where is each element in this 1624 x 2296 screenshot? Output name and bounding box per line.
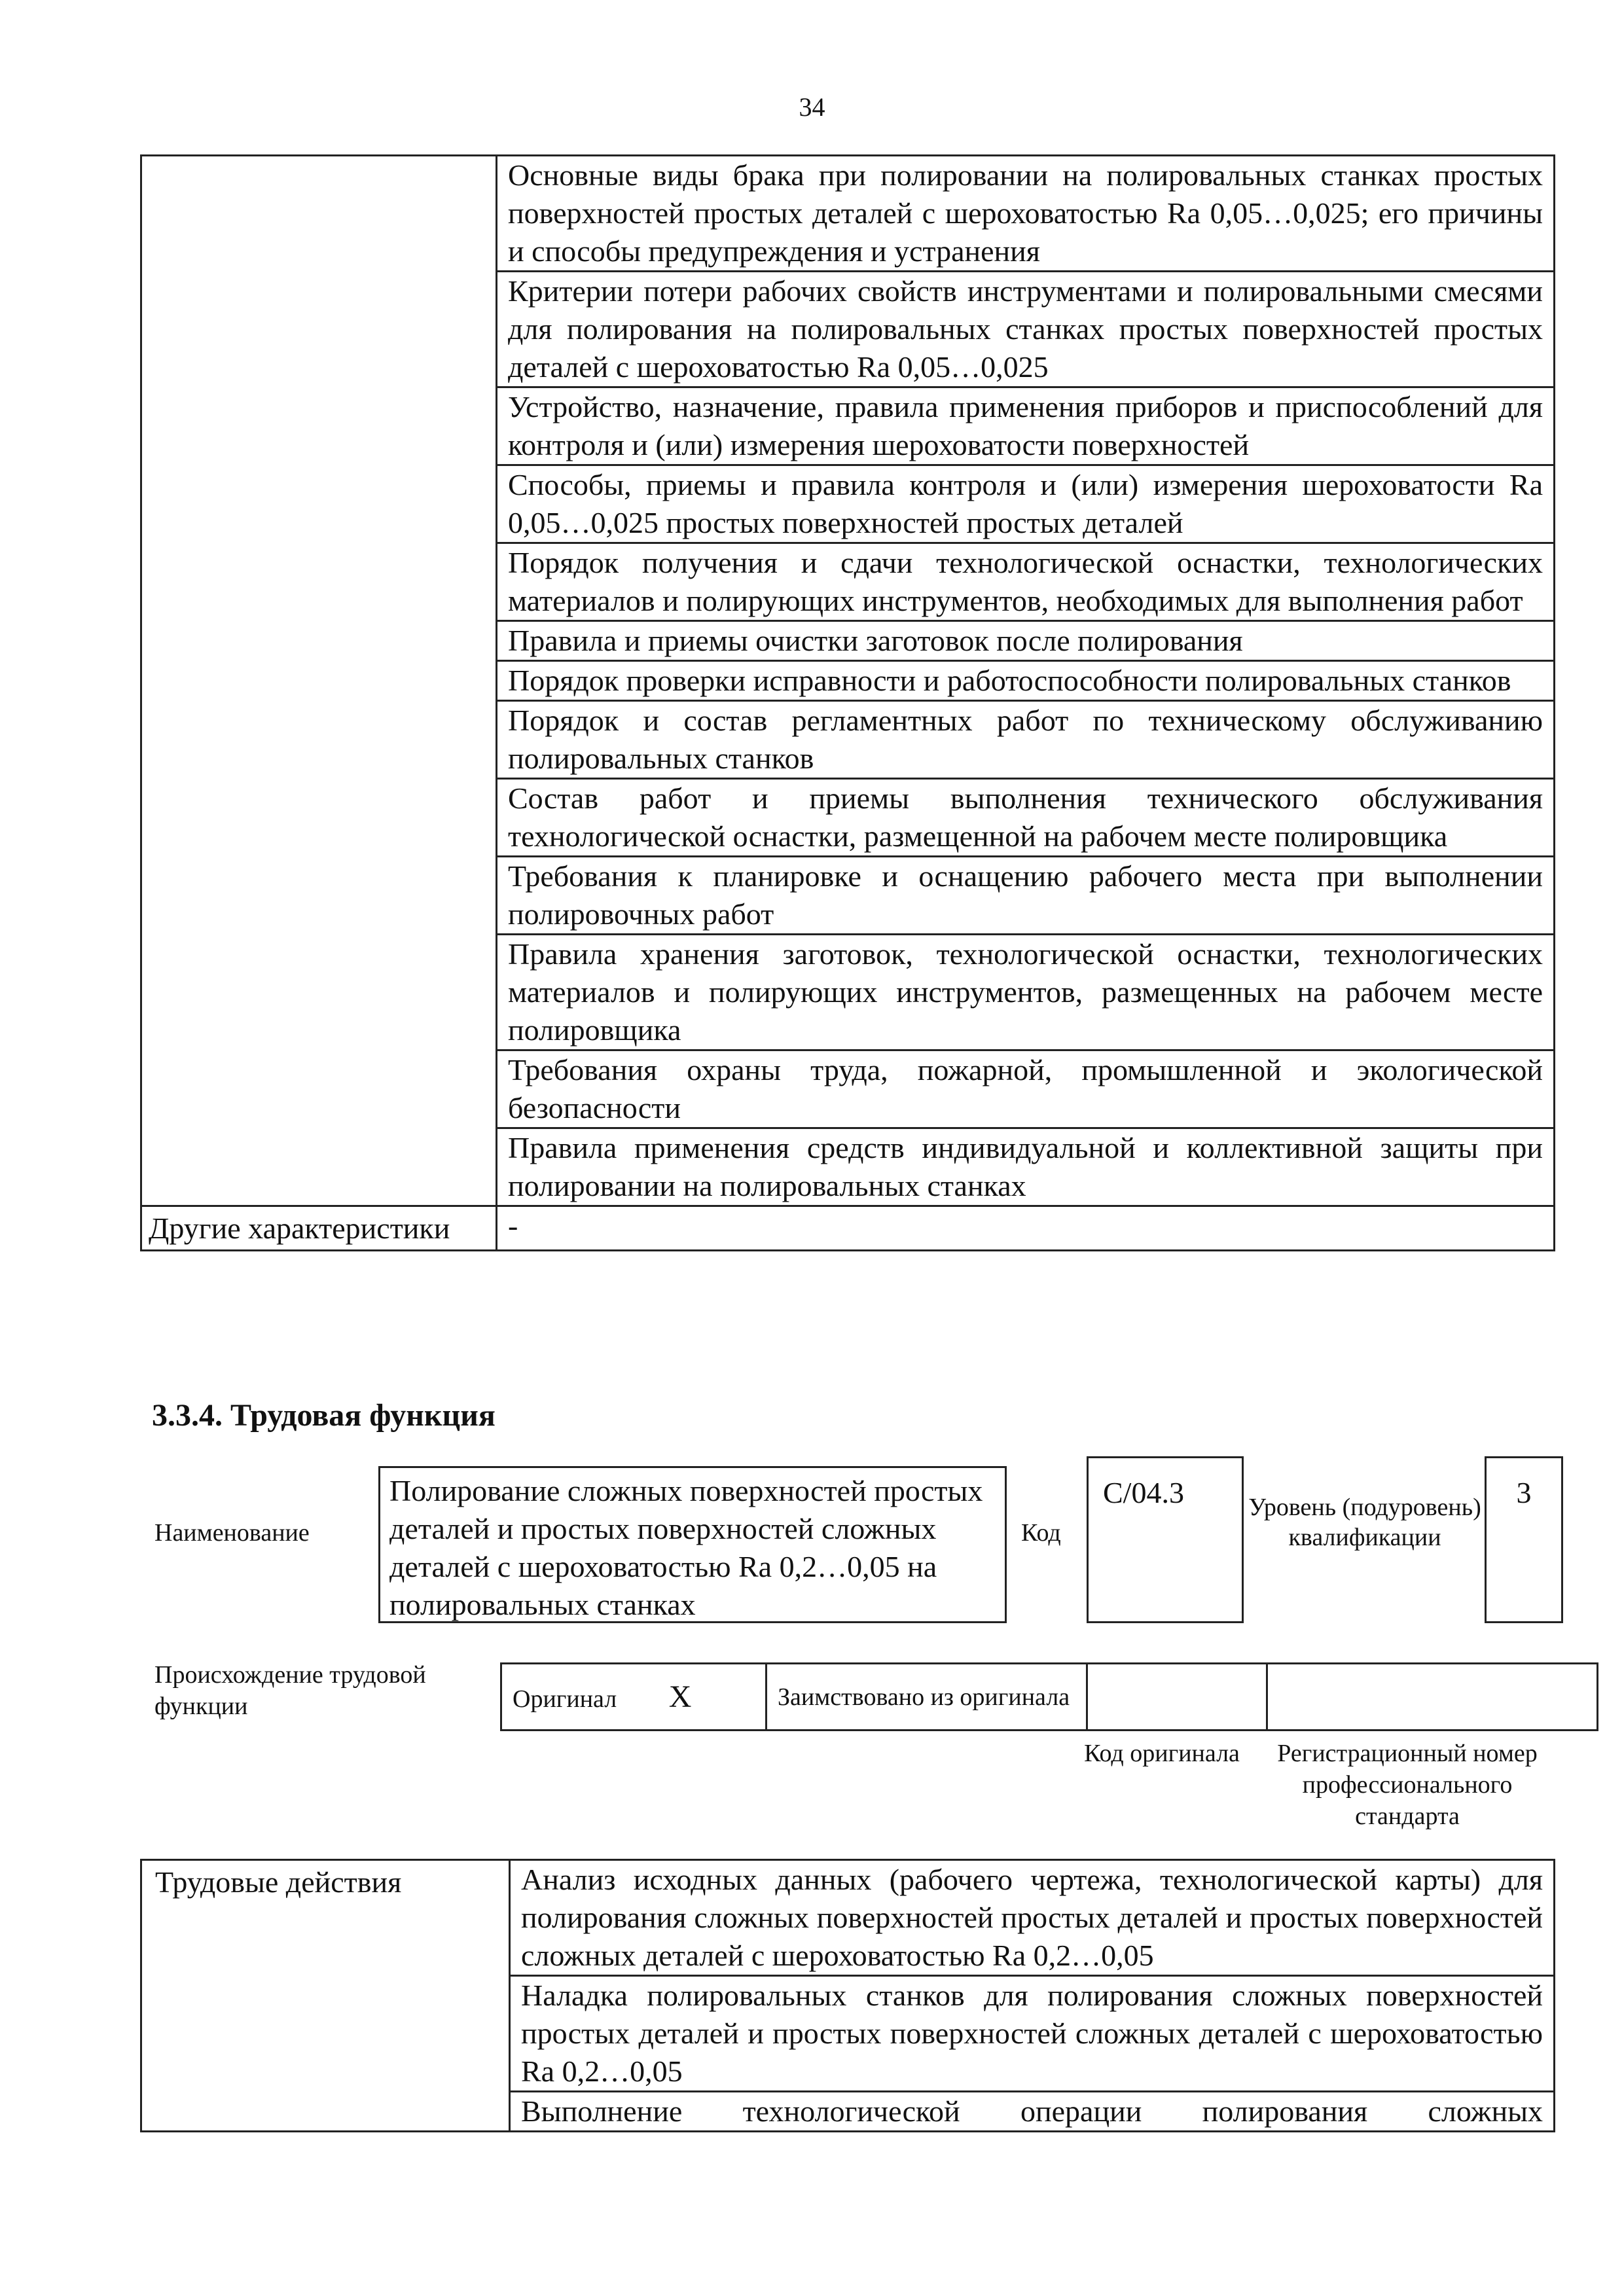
- name-label: Наименование: [154, 1519, 310, 1547]
- actions-label: Трудовые действия: [141, 1860, 510, 2132]
- level-box: 3: [1485, 1456, 1563, 1623]
- original-label: Оригинал: [513, 1685, 617, 1713]
- knowledge-item: Правила хранения заготовок, технологической оснастки, технологических материалов и полирующих инструментов, размещенных на рабочем месте полировщика: [497, 935, 1555, 1050]
- level-label: Уровень (подуровень) квалификации: [1248, 1494, 1481, 1551]
- knowledge-item: Требования к планировке и оснащению рабочего места при выполнении полировочных работ: [497, 857, 1555, 935]
- section-title: 3.3.4. Трудовая функция: [152, 1398, 496, 1433]
- knowledge-item: Порядок проверки исправности и работоспособности полировальных станков: [497, 661, 1555, 701]
- other-characteristics-value: -: [497, 1206, 1555, 1251]
- original-mark: X: [668, 1679, 692, 1714]
- reg-caption: Регистрационный номер профессионального стандарта: [1277, 1740, 1538, 1830]
- origin-table: [500, 1662, 1598, 1731]
- code-label: Код: [1021, 1519, 1061, 1547]
- actions-table: [140, 1859, 1555, 2132]
- knowledge-item: Порядок получения и сдачи технологической оснастки, технологических материалов и полирующих инструментов, необходимых для выполнения работ: [497, 543, 1555, 621]
- action-item: Выполнение технологической операции полирования сложных: [510, 2092, 1555, 2132]
- knowledge-table: [140, 154, 1555, 1251]
- knowledge-item: Правила и приемы очистки заготовок после полирования: [497, 621, 1555, 661]
- knowledge-item: Критерии потери рабочих свойств инструментами и полировальными смесями для полирования на полировальных станках простых поверхностей простых деталей с шероховатостью Ra 0,05…0,025: [497, 272, 1555, 387]
- knowledge-item: Правила применения средств индивидуальной и коллективной защиты при полировании на полировальных станках: [497, 1128, 1555, 1206]
- page-number: 34: [799, 92, 825, 122]
- table-row: [141, 1206, 1555, 1251]
- knowledge-label-cell: [141, 156, 497, 1206]
- knowledge-item: Устройство, назначение, правила применения приборов и приспособлений для контроля и (или) измерения шероховатости поверхностей: [497, 387, 1555, 465]
- other-characteristics-label: Другие характеристики: [141, 1206, 497, 1251]
- code-box: C/04.3: [1087, 1456, 1244, 1623]
- origin-label: Происхождение трудовой функции: [154, 1661, 426, 1720]
- table-row: [141, 156, 1555, 272]
- knowledge-item: Основные виды брака при полировании на полировальных станках простых поверхностей простых деталей с шероховатостью Ra 0,05…0,025; его причины и способы предупреждения и устранения: [497, 156, 1555, 272]
- original-cell: [501, 1664, 767, 1731]
- knowledge-item: Требования охраны труда, пожарной, промышленной и экологической безопасности: [497, 1050, 1555, 1128]
- knowledge-item: Порядок и состав регламентных работ по техническому обслуживанию полировальных станков: [497, 701, 1555, 779]
- knowledge-item: Способы, приемы и правила контроля и (или) измерения шероховатости Ra 0,05…0,025 простых поверхностей простых деталей: [497, 465, 1555, 543]
- borrowed-cell: Заимствовано из оригинала: [767, 1664, 1087, 1731]
- action-item: Наладка полировальных станков для полирования сложных поверхностей простых деталей и простых поверхностей сложных деталей с шероховатостью Ra 0,2…0,05: [510, 1976, 1555, 2092]
- reg-number-cell: [1267, 1664, 1598, 1731]
- function-name-box: Полирование сложных поверхностей простых деталей и простых поверхностей сложных деталей с шероховатостью Ra 0,2…0,05 на полировальных станках: [378, 1466, 1007, 1623]
- table-row: [141, 1860, 1555, 1976]
- code-caption: Код оригинала: [1084, 1740, 1240, 1767]
- action-item: Анализ исходных данных (рабочего чертежа, технологической карты) для полирования сложных поверхностей простых деталей и простых поверхностей сложных деталей с шероховатостью Ra 0,2…0,05: [510, 1860, 1555, 1976]
- table-row: [501, 1664, 1598, 1731]
- knowledge-item: Состав работ и приемы выполнения технического обслуживания технологической оснастки, размещенной на рабочем месте полировщика: [497, 779, 1555, 857]
- origin-code-cell: [1087, 1664, 1267, 1731]
